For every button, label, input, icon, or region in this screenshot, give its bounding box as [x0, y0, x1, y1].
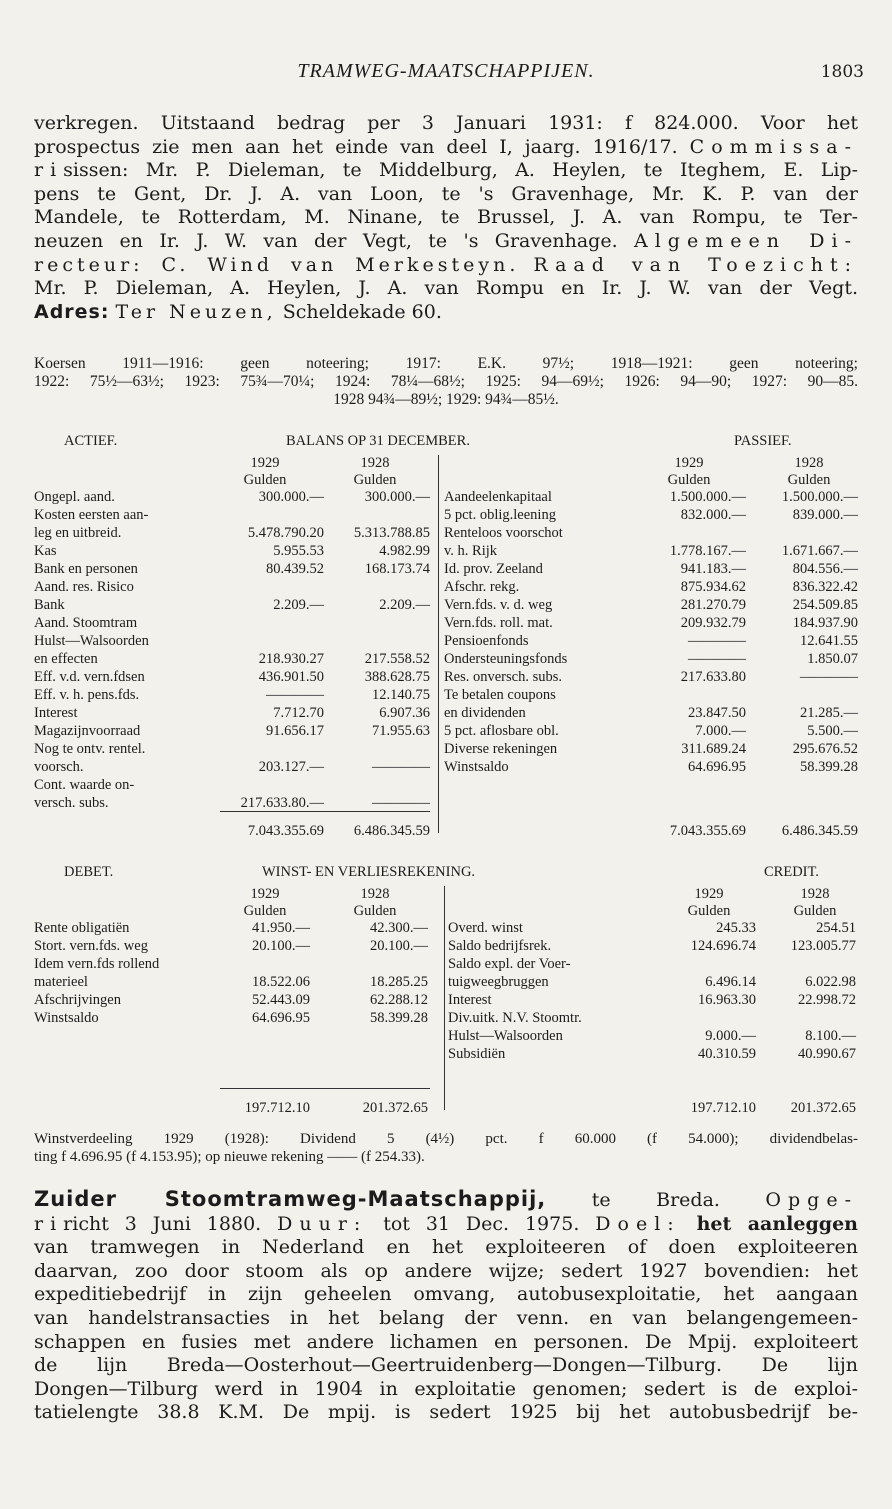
value-1929: 832.000.— — [680, 507, 746, 523]
total-value: 6.486.345.59 — [353, 823, 430, 839]
total-value: 197.712.10 — [244, 1100, 310, 1116]
table-row — [34, 992, 858, 1009]
row-label: tuigweegbruggen — [448, 974, 549, 990]
table-row — [34, 507, 858, 524]
value-1928: ———— — [800, 669, 858, 685]
value-1928: ———— — [372, 795, 430, 811]
row-label: Diverse rekeningen — [444, 741, 558, 757]
value-1929: 2.209.— — [273, 597, 324, 613]
value-1928: 42.300.— — [370, 920, 428, 936]
company-paragraph — [34, 1188, 858, 1425]
intro-line: Mr. P. Dieleman, A. Heylen, J. A. van Rompu en Ir. J. W. van der Vegt. — [34, 277, 858, 300]
intro-line: prospectus zie men aan het einde van deel I, jaarg. 1916/17. Commissa- — [34, 135, 858, 158]
table-row — [34, 777, 858, 794]
value-1928: 2.209.— — [379, 597, 430, 613]
value-1929: 91.656.17 — [266, 723, 324, 739]
koersen-line: 1922: 75½—63½; 1923: 75¾—70¼; 1924: 78¼—68½; 1925: 94—69½; 1926: 94—90; 1927: 90—85. — [34, 373, 858, 390]
value-1929: 64.696.95 — [252, 1010, 310, 1026]
koersen-line: Koersen 1911—1916: geen noteering; 1917: E.K. 97½; 1918—1921: geen noteering; — [34, 355, 858, 372]
value-1929: 7.000.— — [695, 723, 746, 739]
value-1929: 80.439.52 — [266, 561, 324, 577]
value-1928: 58.399.28 — [370, 1010, 428, 1026]
value-1929: 41.950.— — [252, 920, 310, 936]
company-line: van handelstransacties in het belang der venn. en van belangengemeen- — [34, 1306, 858, 1329]
table-row — [34, 759, 858, 776]
value-1929: 23.847.50 — [688, 705, 746, 721]
table-row — [34, 705, 858, 722]
value-1928: 295.676.52 — [792, 741, 858, 757]
table-row — [34, 1046, 858, 1063]
koersen-block — [34, 355, 858, 409]
row-label: Aandeelenkapitaal — [444, 489, 552, 505]
table-row — [34, 956, 858, 973]
table-row — [34, 938, 858, 955]
unit-label: Gulden — [793, 903, 837, 919]
year-label: 1928 — [360, 455, 390, 471]
value-1928: 254.51 — [816, 920, 856, 936]
intro-line: neuzen en Ir. J. W. van der Vegt, te 's Gravenhage. Algemeen Di- — [34, 229, 858, 252]
value-1928: 123.005.77 — [790, 938, 856, 954]
row-label: Eff. v.d. vern.fdsen — [34, 669, 145, 685]
balans-header — [34, 433, 858, 453]
row-label: Overd. winst — [448, 920, 523, 936]
table-row — [34, 920, 858, 937]
value-1928: 8.100.— — [805, 1028, 856, 1044]
winstrekening-table — [34, 864, 858, 1124]
row-label: en dividenden — [444, 705, 526, 721]
table-row — [34, 1010, 858, 1027]
value-1928: 6.022.98 — [805, 974, 856, 990]
value-1929: 218.930.27 — [258, 651, 324, 667]
actief-heading: ACTIEF. — [64, 433, 118, 449]
value-1928: 168.173.74 — [364, 561, 430, 577]
value-1928: 217.558.52 — [364, 651, 430, 667]
koersen-line: 1928 94¾—89½; 1929: 94¾—85½. — [333, 391, 559, 408]
value-1929: ———— — [688, 633, 746, 649]
row-label: Vern.fds. v. d. weg — [444, 597, 553, 613]
table-row — [34, 597, 858, 614]
year-label: 1928 — [800, 886, 830, 902]
row-label: Kas — [34, 543, 57, 559]
intro-line: Mandele, te Rotterdam, M. Ninane, te Brussel, J. A. van Rompu, te Ter- — [34, 206, 858, 229]
row-label: Stort. vern.fds. weg — [34, 938, 148, 954]
total-rule — [220, 811, 430, 812]
total-value: 7.043.355.69 — [247, 823, 324, 839]
passief-heading: PASSIEF. — [734, 433, 792, 449]
value-1929: 16.963.30 — [698, 992, 756, 1008]
value-1928: 58.399.28 — [800, 759, 858, 775]
row-label: Pensioenfonds — [444, 633, 529, 649]
row-label: Div.uitk. N.V. Stoomtr. — [448, 1010, 582, 1026]
value-1928: 5.313.788.85 — [353, 525, 430, 541]
value-1928: 1.500.000.— — [781, 489, 858, 505]
value-1928: 1.850.07 — [807, 651, 858, 667]
unit-label: Gulden — [687, 903, 731, 919]
value-1929: 941.183.— — [680, 561, 746, 577]
intro-line: verkregen. Uitstaand bedrag per 3 Januari 1931: f 824.000. Voor het — [34, 112, 858, 134]
unit-label: Gulden — [243, 472, 287, 488]
row-label: Renteloos voorschot — [444, 525, 563, 541]
row-label: Ongepl. aand. — [34, 489, 115, 505]
column-divider — [438, 455, 439, 833]
year-label: 1928 — [794, 455, 824, 471]
value-1928: 62.288.12 — [370, 992, 428, 1008]
unit-label: Gulden — [243, 903, 287, 919]
row-label: Hulst—Walsoorden — [34, 633, 149, 649]
company-line: de lijn Breda—Oosterhout—Geertruidenberg—Dongen—Tilburg. De lijn — [34, 1354, 858, 1377]
row-label: v. h. Rijk — [444, 543, 498, 559]
value-1929: 64.696.95 — [688, 759, 746, 775]
value-1928: 21.285.— — [800, 705, 858, 721]
year-label: 1928 — [360, 886, 390, 902]
value-1929: 245.33 — [716, 920, 756, 936]
row-label: Rente obligatiën — [34, 920, 130, 936]
balans-year-headers — [34, 455, 858, 491]
total-value: 201.372.65 — [790, 1100, 856, 1116]
value-1929: 9.000.— — [705, 1028, 756, 1044]
row-label: 5 pct. aflosbare obl. — [444, 723, 559, 739]
value-1929: 203.127.— — [258, 759, 324, 775]
value-1929: 300.000.— — [258, 489, 324, 505]
row-label: Vern.fds. roll. mat. — [444, 615, 553, 631]
company-name: Zuider Stoomtramweg-Maatschappij, — [34, 1188, 547, 1211]
table-row — [34, 651, 858, 668]
table-row — [34, 543, 858, 560]
winst-header — [34, 864, 858, 884]
row-label: Afschrijvingen — [34, 992, 121, 1008]
value-1929: 20.100.— — [252, 938, 310, 954]
credit-heading: CREDIT. — [764, 864, 819, 880]
value-1928: 5.500.— — [807, 723, 858, 739]
row-label: Id. prov. Zeeland — [444, 561, 543, 577]
winst-year-headers — [34, 886, 858, 922]
intro-line: recteur: C. Wind van Merkesteyn. Raad van Toezicht: — [34, 253, 858, 276]
unit-label: Gulden — [353, 903, 397, 919]
row-label: Saldo expl. der Voer- — [448, 956, 571, 972]
row-label: Res. onversch. subs. — [444, 669, 563, 685]
company-line: Zuider Stoomtramweg-Maatschappij, te Breda. Opge- — [34, 1188, 858, 1211]
page-number: 1803 — [820, 62, 864, 82]
debet-heading: DEBET. — [64, 864, 114, 880]
row-label: Winstsaldo — [444, 759, 509, 775]
total-value: 7.043.355.69 — [669, 823, 746, 839]
row-label: Kosten eersten aan- — [34, 507, 149, 523]
row-label: Subsidiën — [448, 1046, 506, 1062]
intro-paragraph — [34, 112, 858, 324]
row-label: Nog te ontv. rentel. — [34, 741, 146, 757]
value-1928: 40.990.67 — [798, 1046, 856, 1062]
row-label: Te betalen coupons — [444, 687, 556, 703]
row-label: materieel — [34, 974, 88, 990]
winst-totals — [34, 1100, 858, 1118]
company-line: van tramwegen in Nederland en het exploiteeren of doen exploiteeren — [34, 1236, 858, 1259]
row-label: Interest — [448, 992, 492, 1008]
row-label: Eff. v. h. pens.fds. — [34, 687, 140, 703]
value-1928: 12.641.55 — [800, 633, 858, 649]
value-1928: 300.000.— — [364, 489, 430, 505]
value-1929: 124.696.74 — [690, 938, 756, 954]
balans-title: BALANS OP 31 DECEMBER. — [286, 433, 470, 449]
row-label: Idem vern.fds rollend — [34, 956, 160, 972]
balans-table — [34, 433, 858, 848]
running-head — [0, 60, 892, 88]
table-row — [34, 974, 858, 991]
row-label: Aand. Stoomtram — [34, 615, 138, 631]
value-1928: 804.556.— — [792, 561, 858, 577]
value-1929: 52.443.09 — [252, 992, 310, 1008]
total-value: 197.712.10 — [690, 1100, 756, 1116]
value-1929: 217.633.80 — [680, 669, 746, 685]
value-1929: ———— — [266, 687, 324, 703]
value-1928: 4.982.99 — [379, 543, 430, 559]
value-1928: 22.998.72 — [798, 992, 856, 1008]
row-label: en effecten — [34, 651, 98, 667]
unit-label: Gulden — [787, 472, 831, 488]
company-line: schappen en fusies met andere lichamen en personen. De Mpij. exploiteert — [34, 1330, 858, 1353]
value-1929: 6.496.14 — [705, 974, 756, 990]
intro-line: pens te Gent, Dr. J. A. van Loon, te 's Gravenhage, Mr. K. P. van der — [34, 182, 858, 205]
table-row — [34, 741, 858, 758]
year-label: 1929 — [250, 455, 280, 471]
row-label: versch. subs. — [34, 795, 109, 811]
table-row — [34, 687, 858, 704]
company-line: riricht 3 Juni 1880. Duur: tot 31 Dec. 1975. Doel: het aanleggen — [34, 1212, 858, 1235]
total-rule — [220, 1088, 430, 1089]
value-1929: 281.270.79 — [680, 597, 746, 613]
value-1929: 311.689.24 — [681, 741, 746, 757]
row-label: Aand. res. Risico — [34, 579, 134, 595]
company-line: expeditiebedrijf in zijn geheelen omvang, autobusexploitatie, het aangaan — [34, 1283, 858, 1306]
table-row — [34, 525, 858, 542]
row-label: Afschr. rekg. — [444, 579, 520, 595]
company-line: daarvan, zoo door stoom als op andere wijze; sedert 1927 bovendien: het — [34, 1259, 858, 1282]
row-label: Cont. waarde on- — [34, 777, 135, 793]
address-line: Adres: Ter Neuzen, Scheldekade 60. — [34, 300, 442, 323]
row-label: 5 pct. oblig.leening — [444, 507, 556, 523]
unit-label: Gulden — [353, 472, 397, 488]
row-label: leg en uitbreid. — [34, 525, 122, 541]
row-label: Magazijnvoorraad — [34, 723, 141, 739]
year-label: 1929 — [674, 455, 704, 471]
column-divider — [444, 886, 445, 1110]
value-1929: 7.712.70 — [273, 705, 324, 721]
value-1928: 184.937.90 — [792, 615, 858, 631]
value-1929: 5.955.53 — [273, 543, 324, 559]
value-1928: 1.671.667.— — [781, 543, 858, 559]
company-line: tatielengte 38.8 K.M. De mpij. is sedert 1925 bij het autobusbedrijf be- — [34, 1401, 858, 1424]
intro-line: risissen: Mr. P. Dieleman, te Middelburg, A. Heylen, te Iteghem, E. Lip- — [34, 159, 858, 182]
table-row — [34, 723, 858, 740]
year-label: 1929 — [694, 886, 724, 902]
value-1929: ———— — [688, 651, 746, 667]
table-row — [34, 633, 858, 650]
value-1928: 20.100.— — [370, 938, 428, 954]
table-row — [34, 561, 858, 578]
value-1928: 6.907.36 — [379, 705, 430, 721]
value-1929: 875.934.62 — [680, 579, 746, 595]
table-row — [34, 615, 858, 632]
value-1929: 40.310.59 — [698, 1046, 756, 1062]
running-title: TRAMWEG-MAATSCHAPPIJEN. — [297, 60, 595, 82]
value-1928: 18.285.25 — [370, 974, 428, 990]
value-1929: 217.633.80.— — [240, 795, 324, 811]
table-row — [34, 795, 858, 812]
table-row — [34, 579, 858, 596]
value-1928: 836.322.42 — [792, 579, 858, 595]
total-value: 6.486.345.59 — [781, 823, 858, 839]
value-1929: 436.901.50 — [258, 669, 324, 685]
winst-title: WINST- EN VERLIESREKENING. — [262, 864, 476, 880]
row-label: Bank en personen — [34, 561, 138, 577]
winstverdeeling — [34, 1130, 858, 1166]
winstverdeeling-line: Winstverdeeling 1929 (1928): Dividend 5 (4½) pct. f 60.000 (f 54.000); dividendbelas- — [34, 1131, 858, 1147]
value-1928: 839.000.— — [792, 507, 858, 523]
value-1928: 71.955.63 — [372, 723, 430, 739]
winstverdeeling-line: ting f 4.696.95 (f 4.153.95); op nieuwe rekening —— (f 254.33). — [34, 1149, 425, 1165]
value-1928: ———— — [372, 759, 430, 775]
row-label: voorsch. — [34, 759, 84, 775]
row-label: Hulst—Walsoorden — [448, 1028, 563, 1044]
value-1929: 1.500.000.— — [669, 489, 746, 505]
table-row — [34, 489, 858, 506]
value-1929: 1.778.167.— — [669, 543, 746, 559]
row-label: Ondersteuningsfonds — [444, 651, 568, 667]
total-value: 201.372.65 — [362, 1100, 428, 1116]
table-row — [34, 1028, 858, 1045]
table-row — [34, 669, 858, 686]
company-line: Dongen—Tilburg werd in 1904 in exploitatie genomen; sedert is de exploi- — [34, 1377, 858, 1400]
value-1929: 209.932.79 — [680, 615, 746, 631]
value-1929: 18.522.06 — [252, 974, 310, 990]
year-label: 1929 — [250, 886, 280, 902]
row-label: Saldo bedrijfsrek. — [448, 938, 552, 954]
balans-totals — [34, 823, 858, 841]
row-label: Winstsaldo — [34, 1010, 99, 1026]
unit-label: Gulden — [667, 472, 711, 488]
value-1929: 5.478.790.20 — [247, 525, 324, 541]
value-1928: 12.140.75 — [372, 687, 430, 703]
row-label: Interest — [34, 705, 78, 721]
value-1928: 388.628.75 — [364, 669, 430, 685]
row-label: Bank — [34, 597, 65, 613]
value-1928: 254.509.85 — [792, 597, 858, 613]
